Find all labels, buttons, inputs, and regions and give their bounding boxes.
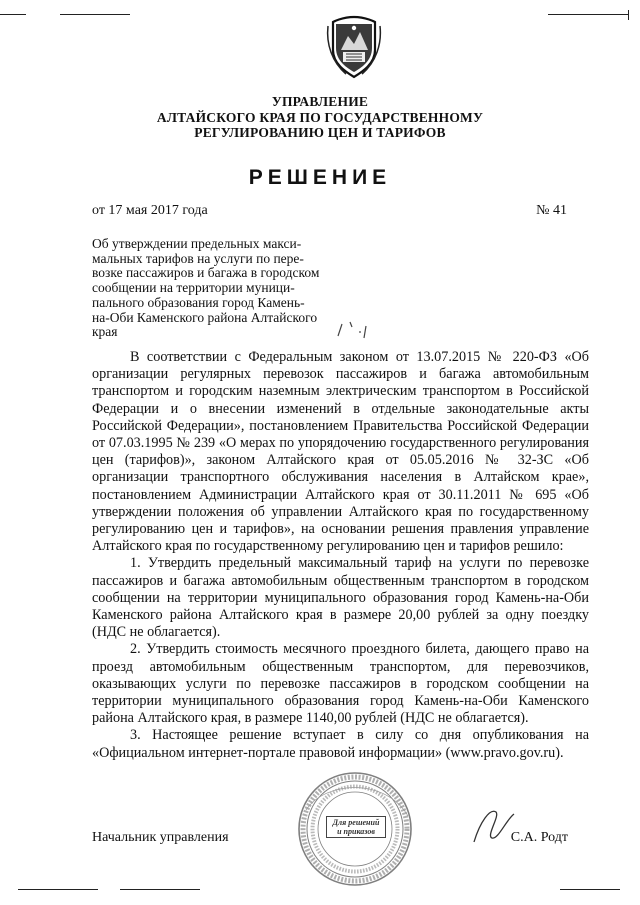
subject-line: возке пассажиров и багажа в городском <box>92 265 320 281</box>
scan-corner-mark <box>0 14 26 15</box>
document-number: № 41 <box>536 203 567 218</box>
organization-name-line: АЛТАЙСКОГО КРАЯ ПО ГОСУДАРСТВЕННОМУ <box>156 109 484 125</box>
signatory-position: Начальник управления <box>92 830 229 845</box>
document-body <box>92 349 589 762</box>
seal-label-line: Для решений <box>332 818 380 827</box>
scan-corner-mark <box>18 889 98 890</box>
body-paragraph: 3. Настоящее решение вступает в силу со дня опубликования на «Официальном интернет-портале правовой информации» (www.pravo.gov.ru). <box>92 727 589 761</box>
subject-line: мальных тарифов на услуги по пере- <box>92 250 304 266</box>
seal-label <box>326 816 386 838</box>
body-paragraph: В соответствии с Федеральным законом от 13.07.2015 № 220-ФЗ «Об организации регулярных перевозок пассажиров и багажа автомобильным транспортом и городским наземным электрическим транспортом в Российской Федерации и о внесении изменений в отдельные законодательные акты Российской Федерации», постановлением Правительства Российской Федерации от 07.03.1995 № 239 «О мерах по упорядочению государственного регулирования цен (тарифов)», законом Алтайского края от 05.05.2016 № 32-ЗС «Об организации транспортного обслуживания населения в Алтайском крае», постановлением Администрации Алтайского края от 30.11.2011 № 695 «Об утверждении положения об управлении Алтайского края по государственному регулированию цен и тарифов», на основании решения правления управление Алтайского края по государственному регулированию цен и тарифов решило: <box>92 349 589 555</box>
coat-of-arms-emblem <box>324 14 384 80</box>
subject-line: пального образования город Камень- <box>92 294 305 310</box>
organization-name <box>0 94 640 141</box>
scan-corner-mark <box>548 14 628 15</box>
seal-label-line: и приказов <box>337 827 375 836</box>
body-paragraph: 1. Утвердить предельный максимальный тариф на услуги по перевозке пассажиров и багажа автомобильным общественным транспортом в городском сообщении на территории муниципального образования город Камень-на-Оби Каменского района Алтайского края в размере 20,00 рублей за одну поездку (НДС не облагается). <box>92 555 589 641</box>
document-title: РЕШЕНИЕ <box>248 166 392 189</box>
organization-name-line: РЕГУЛИРОВАНИЮ ЦЕН И ТАРИФОВ <box>194 125 446 140</box>
body-paragraph: 2. Утвердить стоимость месячного проездного билета, дающего право на проезд автомобильным общественным транспортом, для перевозчиков, оказывающих услуги по перевозке пассажиров в городском сообщении на территории муниципального образования город Камень-на-Оби Каменского района Алтайского края, в размере 1140,00 рублей (НДС не облагается). <box>92 641 589 727</box>
document-subject <box>92 237 354 340</box>
organization-name-line: УПРАВЛЕНИЕ <box>271 94 369 109</box>
subject-line: на-Оби Каменского района Алтайского <box>92 309 318 325</box>
scan-corner-mark <box>560 889 620 890</box>
scan-corner-mark <box>60 14 130 15</box>
handwritten-mark <box>336 318 376 340</box>
subject-line: Об утверждении предельных макси- <box>92 236 302 251</box>
subject-line: края <box>92 324 118 340</box>
signatory-name: С.А. Родт <box>510 830 568 845</box>
subject-line: сообщении на территории муници- <box>92 280 295 296</box>
document-date: от 17 мая 2017 года <box>92 203 208 218</box>
scan-corner-mark <box>628 10 629 20</box>
scan-corner-mark <box>120 889 200 890</box>
